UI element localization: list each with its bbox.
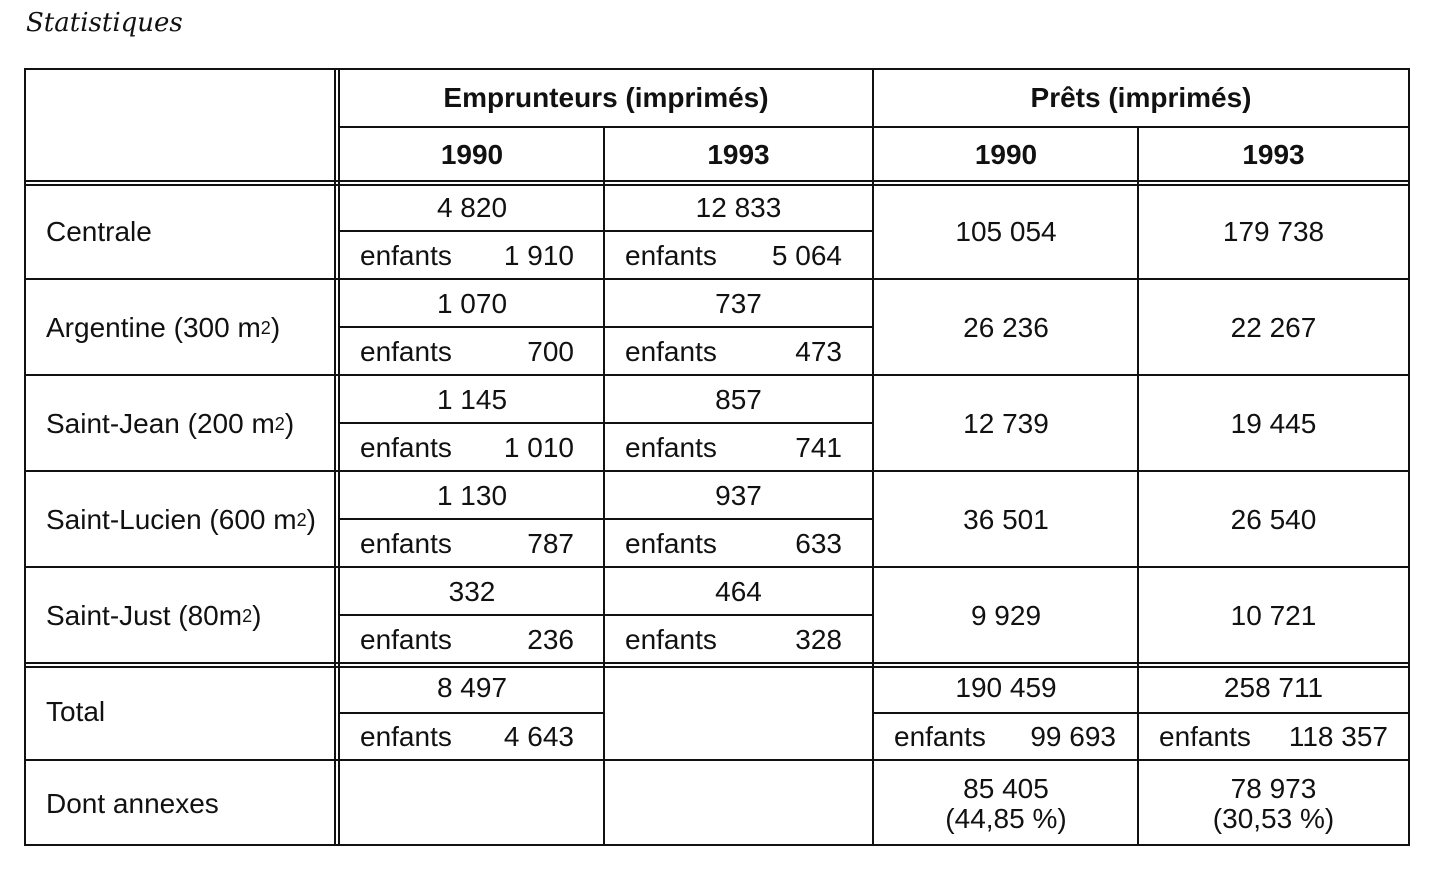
total-loans-children-1990	[874, 713, 1138, 760]
grid-line	[338, 712, 603, 714]
loans-1990: 12 739	[963, 408, 1049, 439]
borrowers-1990: 332	[448, 575, 496, 607]
borrowers-1993: 12 833	[695, 191, 782, 223]
children-label: enfants	[360, 528, 452, 559]
loans-1993: 22 267	[1230, 312, 1317, 343]
row-name: Centrale	[46, 216, 152, 247]
grid-line	[338, 326, 872, 328]
grid-line	[24, 470, 1410, 472]
borrowers-1993: 937	[715, 479, 762, 511]
row-label-annexes: Dont annexes	[46, 788, 219, 819]
row-label-total: Total	[46, 696, 106, 727]
grid-line	[24, 759, 1410, 761]
row-name-suffix: )	[252, 600, 262, 631]
total-borrowers-1990: 8 497	[436, 672, 508, 703]
annexes-value: 85 405	[963, 773, 1049, 804]
annexes-percent: (30,53 %)	[1212, 803, 1335, 834]
row-name: Saint-Jean (200 m	[46, 408, 275, 439]
grid-line	[24, 374, 1410, 376]
loans-1990: 26 236	[963, 312, 1049, 343]
row-label	[26, 568, 336, 664]
grid-line	[603, 126, 605, 846]
children-value: 236	[527, 624, 574, 655]
page-title: Statistiques	[26, 8, 183, 38]
header-year-borrowers-1990: 1990	[440, 139, 504, 170]
total-children-1990	[340, 713, 604, 760]
grid-line	[338, 422, 872, 424]
grid-line	[24, 662, 1410, 664]
children-label: enfants	[360, 624, 452, 655]
header-borrowers: Emprunteurs (imprimés)	[443, 82, 769, 113]
children-value: 5 064	[771, 240, 842, 271]
grid-line	[24, 184, 1410, 186]
children-1993	[605, 328, 872, 376]
children-1990	[340, 232, 604, 280]
children-value: 99 693	[1030, 720, 1116, 752]
loans-1990: 105 054	[955, 216, 1057, 247]
row-label	[26, 472, 336, 568]
total-loans-children-1993	[1139, 713, 1408, 760]
borrowers-1993: 464	[715, 575, 762, 607]
children-value: 1 910	[503, 240, 574, 271]
row-name: Saint-Just (80m	[46, 600, 243, 631]
grid-line	[1137, 126, 1139, 846]
total-loans-1990: 190 459	[955, 672, 1057, 703]
grid-line	[24, 666, 1410, 668]
annexes-loans-1990	[874, 762, 1138, 846]
grid-line	[872, 712, 1410, 714]
area-superscript: 2	[260, 318, 271, 338]
grid-line	[338, 230, 872, 232]
grid-line	[24, 278, 1410, 280]
borrowers-1993: 737	[715, 287, 762, 319]
borrowers-1990: 1 145	[436, 383, 508, 415]
children-label: enfants	[360, 240, 452, 271]
row-label	[26, 376, 336, 472]
borrowers-1990: 1 130	[436, 479, 508, 511]
children-label: enfants	[894, 720, 986, 752]
children-1993	[605, 424, 872, 472]
children-1990	[340, 520, 604, 568]
children-1993	[605, 232, 872, 280]
children-value: 787	[527, 528, 574, 559]
loans-1993: 179 738	[1222, 216, 1325, 247]
children-label: enfants	[360, 432, 452, 463]
children-value: 633	[795, 528, 842, 559]
loans-1990: 9 929	[970, 600, 1042, 631]
children-label: enfants	[625, 432, 717, 463]
grid-line	[338, 518, 872, 520]
loans-1993: 26 540	[1230, 504, 1317, 535]
area-superscript: 2	[274, 414, 285, 434]
header-year-loans-1990: 1990	[974, 139, 1038, 170]
row-label	[26, 184, 336, 280]
grid-line	[24, 566, 1410, 568]
row-name: Saint-Lucien (600 m	[46, 504, 297, 535]
area-superscript: 2	[242, 606, 253, 626]
children-label: enfants	[625, 624, 717, 655]
children-value: 328	[795, 624, 842, 655]
grid-line	[338, 126, 1410, 128]
children-label: enfants	[625, 336, 717, 367]
annexes-value: 78 973	[1230, 773, 1317, 804]
children-value: 700	[527, 336, 574, 367]
loans-1993: 10 721	[1230, 600, 1317, 631]
borrowers-1990: 1 070	[436, 287, 508, 319]
row-name-suffix: )	[284, 408, 295, 439]
borrowers-1993: 857	[715, 383, 762, 415]
area-superscript: 2	[296, 510, 307, 530]
children-1990	[340, 328, 604, 376]
children-1990	[340, 616, 604, 664]
children-1990	[340, 424, 604, 472]
children-value: 1 010	[503, 432, 574, 463]
total-loans-1993: 258 711	[1223, 672, 1324, 703]
children-value: 741	[795, 432, 842, 463]
annexes-loans-1993	[1139, 762, 1408, 846]
children-value: 4 643	[503, 720, 574, 752]
grid-line	[24, 180, 1410, 182]
grid-line	[338, 614, 872, 616]
annexes-percent: (44,85 %)	[945, 803, 1067, 834]
loans-1990: 36 501	[963, 504, 1049, 535]
children-value: 473	[795, 336, 842, 367]
children-label: enfants	[1159, 720, 1251, 752]
borrowers-1990: 4 820	[436, 191, 508, 223]
children-1993	[605, 520, 872, 568]
children-value: 118 357	[1288, 720, 1388, 752]
header-year-borrowers-1993: 1993	[707, 139, 770, 170]
header-year-loans-1993: 1993	[1242, 139, 1305, 170]
children-label: enfants	[360, 720, 452, 752]
row-label	[26, 280, 336, 376]
row-name: Argentine (300 m	[46, 312, 261, 343]
loans-1993: 19 445	[1230, 408, 1317, 439]
row-name-suffix: )	[270, 312, 281, 343]
row-name-suffix: )	[306, 504, 316, 535]
children-1993	[605, 616, 872, 664]
header-loans: Prêts (imprimés)	[1030, 82, 1252, 113]
children-label: enfants	[625, 528, 717, 559]
children-label: enfants	[625, 240, 717, 271]
children-label: enfants	[360, 336, 452, 367]
